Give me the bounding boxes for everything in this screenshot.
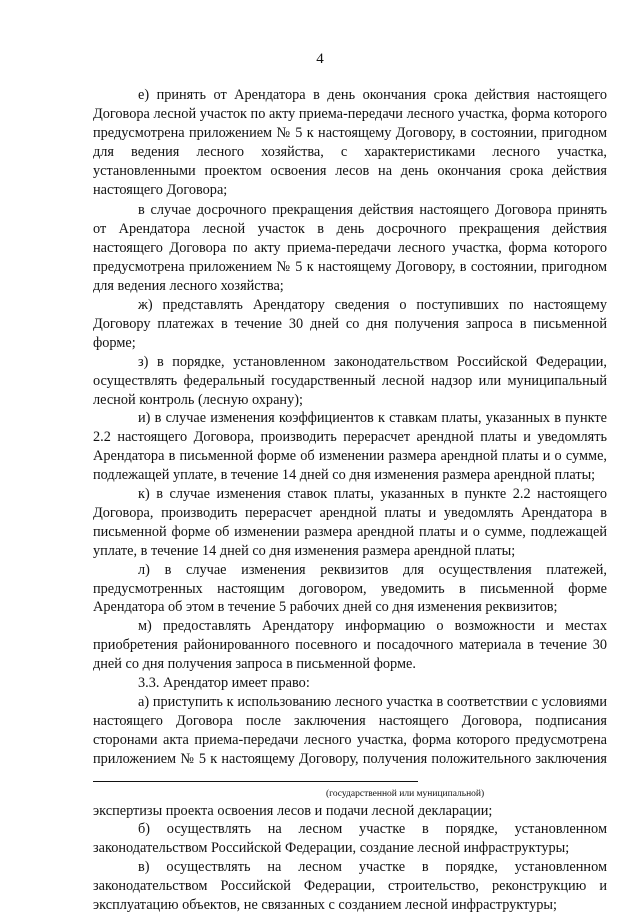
clause-e: е) принять от Арендатора в день окончания срока действия настоящего Договора лесной участок по акту приема-передачи лесного участка, форма которого предусмотрена приложением № 5 к настоящему Договору, в состоянии, пригодном для ведения лесного хозяйства, с характеристиками лесного участка, установленными проектом освоения лесов на день окончания срока действия настоящего Договора; — [93, 87, 607, 198]
clause-i: и) в случае изменения коэффициентов к ставкам платы, указанных в пункте 2.2 настоящего Договора, производить перерасчет арендной платы и уведомлять Арендатора в письменной форме об изменении размера арендной платы и о сумме, подлежащей уплате, в течение 14 дней со дня изменения размера арендной платы; — [93, 410, 607, 484]
clause-a-continuation: экспертизы проекта освоения лесов и подачи лесной декларации; — [93, 802, 493, 819]
clause-zh: ж) представлять Арендатору сведения о поступивших по настоящему Договору платежах в течение 30 дней со дня получения запроса в письменной форме; — [93, 296, 607, 351]
section-3-3-heading: 3.3. Арендатор имеет право: — [138, 675, 310, 692]
clause-early-termination: в случае досрочного прекращения действия настоящего Договора принять от Арендатора лесной участок в день досрочного прекращения действия настоящего Договора по акту приема-передачи лесного участка, форма которого предусмотрена приложением № 5 к настоящему Договору, в состоянии, пригодном для ведения лесного хозяйства; — [93, 202, 607, 295]
clause-v: в) осуществлять на лесном участке в порядке, установленном законодательством Российской Федерации, строительство, реконструкцию и эксплуатацию объектов, не связанных с созданием лесной инфраструктуры; — [93, 859, 607, 914]
blank-fill-line — [93, 769, 418, 782]
clause-l: л) в случае изменения реквизитов для осуществления платежей, предусмотренных настоящим договором, уведомить в письменной форме Арендатора об этом в течение 5 рабочих дней со дня изменения реквизитов; — [93, 561, 607, 616]
clause-m: м) предоставлять Арендатору информацию о возможности и местах приобретения районированного посевного и посадочного материала в течение 30 дней со дня получения запроса в письменной форме. — [93, 618, 607, 673]
clause-z: з) в порядке, установленном законодательством Российской Федерации, осуществлять федеральный государственный лесной надзор или муниципальный лесной контроль (лесную охрану); — [93, 353, 607, 408]
fill-line-caption: (государственной или муниципальной) — [326, 788, 485, 799]
page-number: 4 — [316, 51, 324, 67]
clause-b: б) осуществлять на лесном участке в порядке, установленном законодательством Российской Федерации, создание лесной инфраструктуры; — [93, 821, 607, 857]
clause-k: к) в случае изменения ставок платы, указанных в пункте 2.2 настоящего Договора, производить перерасчет арендной платы и уведомлять Арендатора в письменной форме об изменении размера арендной платы и о сумме, подлежащей уплате, в течение 14 дней со дня изменения размера арендной платы; — [93, 486, 607, 559]
clause-a-text: а) приступить к использованию лесного участка в соответствии с условиями настоящего Договора после заключения настоящего Договора, подписания сторонами акта приема-передачи лесного участка, форма которого предусмотрена приложением № 5 к настоящему Договору, получения положительного заключения — [93, 694, 607, 767]
clause-a — [93, 693, 607, 788]
